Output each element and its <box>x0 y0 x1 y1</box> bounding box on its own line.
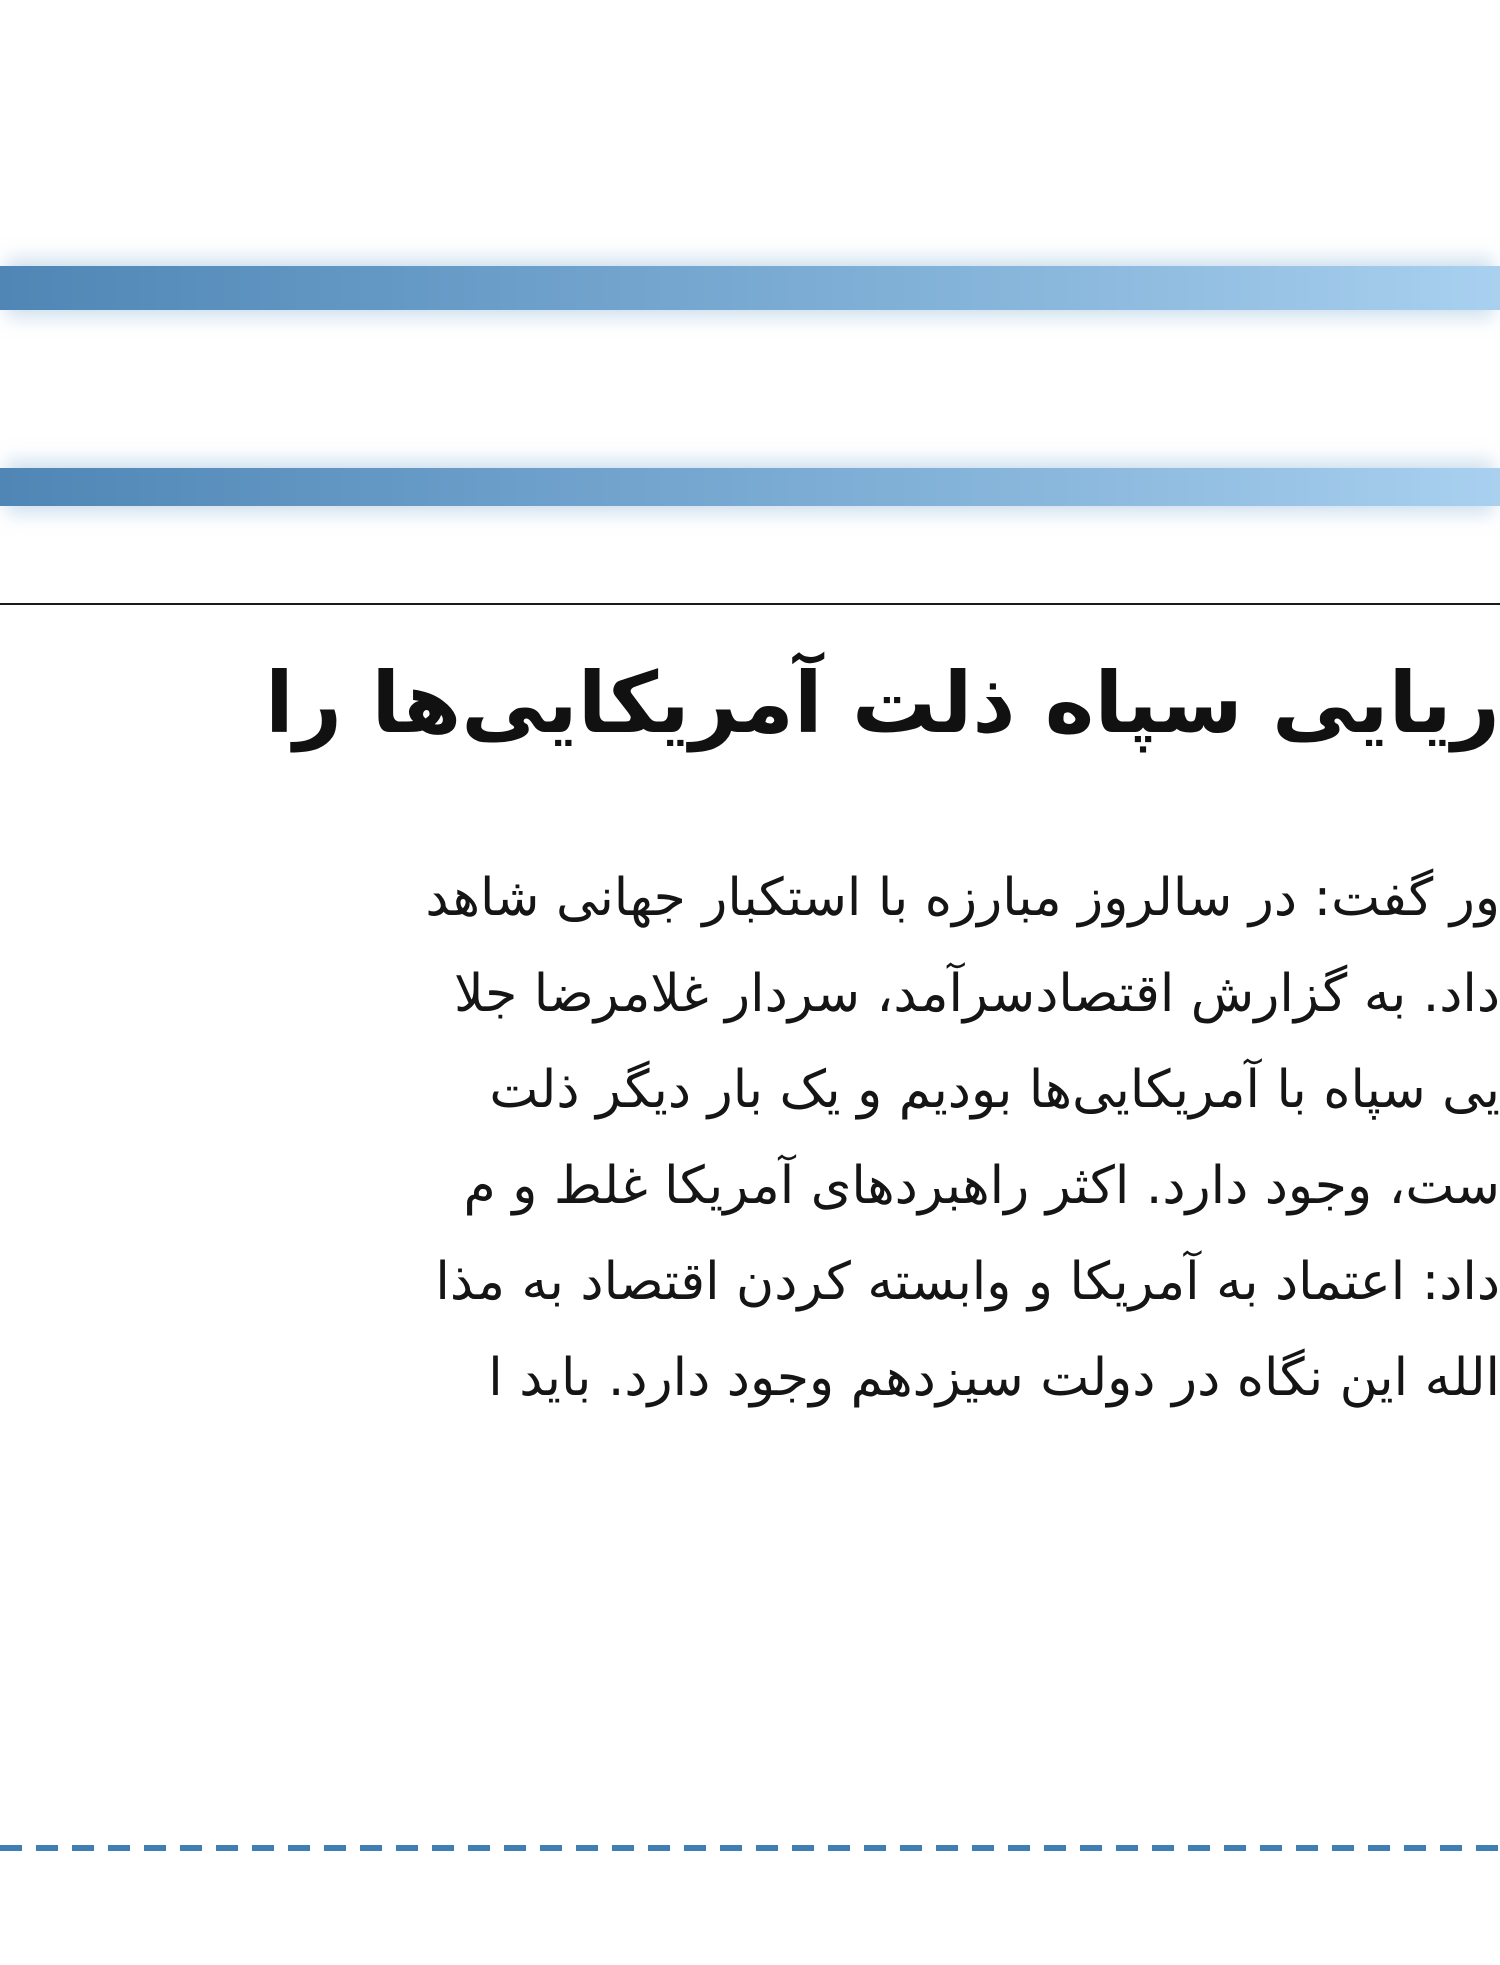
body-line-3: یی سپاه با آمریکایی‌ها بودیم و یک بار دیگر ذلت <box>489 1060 1500 1120</box>
article-headline: ریایی سپاه ذلت آمریکایی‌ها را <box>265 654 1500 752</box>
body-line-6: الله این نگاه در دولت سیزدهم وجود دارد. باید ا <box>488 1348 1500 1408</box>
body-line-4: ست، وجود دارد. اکثر راهبردهای آمریکا غلط و م <box>463 1156 1500 1216</box>
body-line-1: ور گفت: در سالروز مبارزه با استکبار جهانی شاهد <box>425 868 1500 928</box>
second-decorative-stripe <box>0 468 1500 506</box>
body-line-2: داد. به گزارش اقتصادسرآمد، سردار غلامرضا جلا <box>454 964 1500 1024</box>
body-line-5: داد: اعتماد به آمریکا و وابسته کردن اقتصاد به مذا <box>435 1252 1500 1312</box>
article-body <box>0 850 1500 1426</box>
footer-dashed-divider <box>0 1845 1500 1851</box>
header-rule <box>0 603 1500 605</box>
top-decorative-stripe <box>0 266 1500 310</box>
